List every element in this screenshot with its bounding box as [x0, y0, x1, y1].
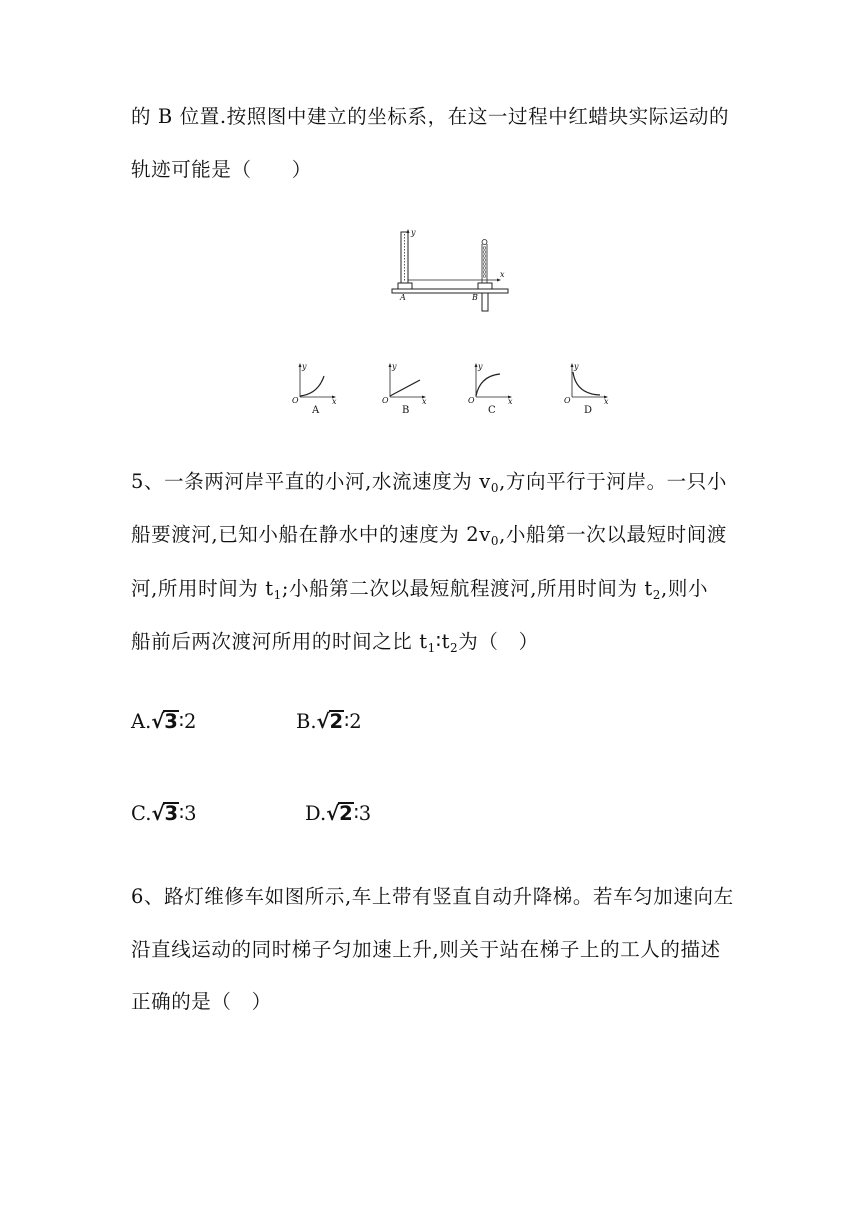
graph-caption-c: C: [488, 405, 496, 416]
q5-text-line-3: 河,所用时间为 $t_1$;小船第二次以最短航程渡河,所用时间为 $t_2$,则小: [131, 577, 709, 602]
graph-d-origin: O: [564, 396, 571, 405]
graph-c-y: y: [478, 362, 483, 371]
q5-text-line-1: 5、一条两河岸平直的小河,水流速度为 $v_0$,方向平行于河岸。一只小: [131, 470, 727, 495]
apparatus-y-axis-label: y: [411, 228, 416, 237]
q5-option-d: D.√2∶3: [305, 802, 372, 825]
q4-text-line-1: 的 B 位置.按照图中建立的坐标系，在这一过程中红蜡块实际运动的: [131, 105, 730, 128]
graph-option-b: [380, 360, 430, 406]
sqrt-icon: √2: [326, 802, 353, 825]
graph-a-y: y: [302, 362, 307, 371]
graph-option-a: [290, 360, 340, 406]
graph-caption-a: A: [312, 405, 320, 416]
graph-option-d: [562, 360, 612, 406]
graph-b-y: y: [392, 362, 397, 371]
q6-text-line-3: 正确的是（ ）: [131, 990, 272, 1013]
graph-b-origin: O: [382, 396, 389, 405]
q6-text-line-2: 沿直线运动的同时梯子匀加速上升,则关于站在梯子上的工人的描述: [131, 938, 721, 961]
q5-text-line-2: 船要渡河,已知小船在静水中的速度为 $2v_0$,小船第一次以最短时间渡: [131, 523, 727, 548]
graph-c-x: x: [508, 397, 513, 406]
graph-d-y: y: [574, 362, 579, 371]
graph-d-x: x: [604, 397, 609, 406]
apparatus-x-axis-label: x: [500, 270, 505, 279]
graph-caption-d: D: [584, 405, 593, 416]
graph-a-origin: O: [292, 396, 299, 405]
q5-option-a: A.√3∶2: [131, 710, 197, 733]
q5-option-c: C.√3∶3: [131, 802, 197, 825]
graph-a-x: x: [332, 397, 337, 406]
q6-text-line-1: 6、路灯维修车如图所示,车上带有竖直自动升降梯。若车匀加速向左: [131, 885, 734, 908]
graph-caption-b: B: [402, 405, 410, 416]
sqrt-icon: √2: [316, 710, 344, 733]
q5-text-line-4: 船前后两次渡河所用的时间之比 $t_1∶t_2$为（ ）: [131, 630, 539, 655]
sqrt-icon: √3: [151, 710, 178, 733]
graph-c-origin: O: [468, 396, 475, 405]
apparatus-figure: [390, 226, 520, 316]
sqrt-icon: √3: [151, 802, 179, 825]
q5-option-b: B.√2∶2: [296, 710, 362, 733]
q4-text-line-2: 轨迹可能是（ ）: [131, 158, 312, 181]
graph-b-x: x: [422, 397, 427, 406]
apparatus-label-b: B: [472, 293, 478, 302]
graph-option-c: [466, 360, 516, 406]
apparatus-label-a: A: [400, 293, 406, 302]
